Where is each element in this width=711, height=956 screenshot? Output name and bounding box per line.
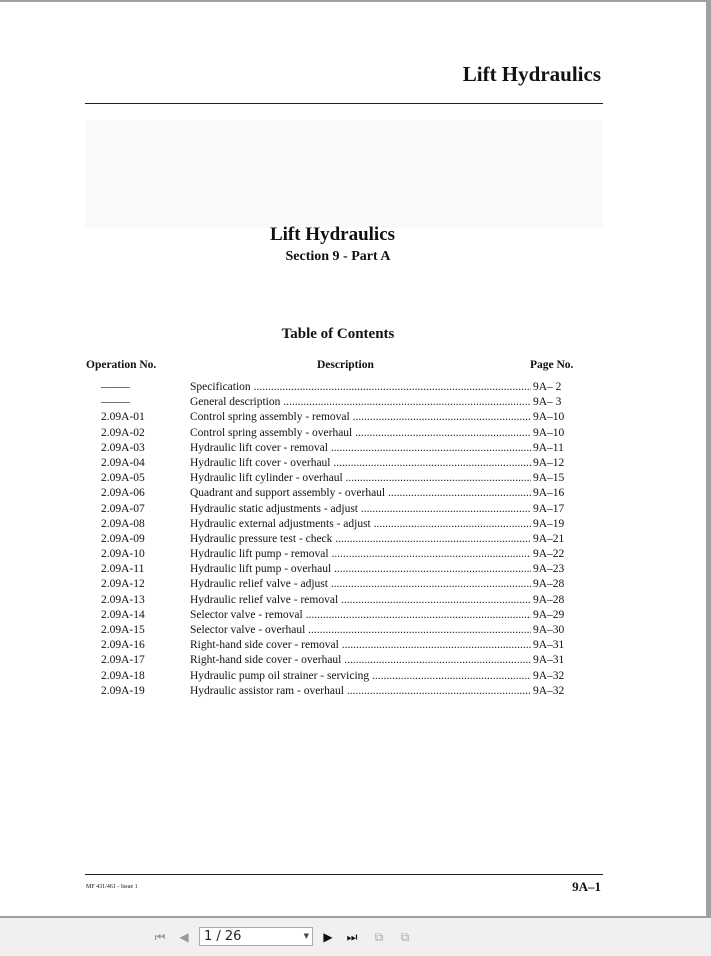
toc-rows (86, 380, 576, 699)
pdf-toolbar (0, 918, 711, 956)
toc-row[interactable] (86, 562, 576, 577)
description: Hydraulic lift cover - overhaul ..... (190, 456, 531, 471)
description: Hydraulic lift cylinder - overhaul ..... (190, 471, 531, 486)
toc-row[interactable] (86, 638, 576, 653)
page-number: 9A–15 (533, 472, 565, 485)
description: Right-hand side cover - overhaul ..... (190, 653, 531, 668)
toc-row[interactable] (86, 486, 576, 501)
toc-row[interactable] (86, 502, 576, 517)
page-number: 9A–17 (533, 502, 565, 515)
page-number: 9A–32 (533, 684, 565, 697)
toc-row[interactable] (86, 577, 576, 592)
operation-number: 2.09A-19 (101, 684, 145, 697)
col-desc: Description (317, 359, 374, 371)
operation-number: 2.09A-04 (101, 456, 145, 469)
description: Hydraulic assistor ram - overhaul ..... (190, 684, 531, 699)
description: Hydraulic static adjustments - adjust ..... (190, 502, 531, 517)
page-number: 9A–19 (533, 517, 565, 530)
toc-row[interactable] (86, 517, 576, 532)
page-number: 9A–21 (533, 532, 565, 545)
toc-row[interactable] (86, 669, 576, 684)
operation-number: 2.09A-14 (101, 608, 145, 621)
description: Hydraulic relief valve - adjust ..... (190, 577, 531, 592)
page-number: 9A– 3 (533, 396, 562, 409)
description: Hydraulic external adjustments - adjust ..... (190, 517, 531, 532)
fit-page-icon[interactable]: ⧉ (400, 930, 410, 944)
toc-row[interactable] (86, 395, 576, 410)
footer-page-number: 9A–1 (572, 879, 601, 894)
operation-number: 2.09A-05 (101, 472, 145, 485)
description: Hydraulic lift pump - overhaul ..... (190, 562, 531, 577)
page-indicator: 1 / 26 (204, 929, 242, 944)
toc-row[interactable] (86, 456, 576, 471)
description: Right-hand side cover - removal ..... (190, 638, 531, 653)
operation-number: 2.09A-08 (101, 517, 145, 530)
operation-number: 2.09A-02 (101, 426, 145, 439)
page-number: 9A– 2 (533, 381, 562, 393)
page-number: 9A–28 (533, 578, 565, 591)
description: Control spring assembly - overhaul ..... (190, 426, 531, 441)
description: Selector valve - removal ..... (190, 608, 531, 623)
page-number: 9A–29 (533, 608, 565, 621)
page-selector[interactable] (199, 927, 313, 946)
description: Control spring assembly - removal ..... (190, 410, 531, 425)
operation-number: 2.09A-10 (101, 548, 145, 561)
chevron-down-icon: ▼ (303, 932, 309, 940)
description: Hydraulic pressure test - check ..... (190, 532, 531, 547)
operation-number: 2.09A-11 (101, 563, 145, 576)
description: Hydraulic lift pump - removal ..... (190, 547, 531, 562)
page-number: 9A–31 (533, 654, 565, 667)
toc-row[interactable] (86, 532, 576, 547)
operation-number: ––––– (101, 381, 130, 393)
last-page-icon[interactable]: ⏭ (346, 930, 358, 944)
header-rule (85, 103, 603, 104)
toc-row[interactable] (86, 593, 576, 608)
toc-row[interactable] (86, 441, 576, 456)
page-number: 9A–23 (533, 563, 565, 576)
operation-number: 2.09A-12 (101, 578, 145, 591)
description: Hydraulic relief valve - removal ..... (190, 593, 531, 608)
page-number: 9A–10 (533, 411, 565, 424)
prev-page-icon[interactable]: ◀ (179, 930, 189, 944)
col-op: Operation No. (86, 359, 157, 371)
operation-number: 2.09A-09 (101, 532, 145, 545)
description: Selector valve - overhaul ..... (190, 623, 531, 638)
operation-number: 2.09A-13 (101, 593, 145, 606)
next-page-icon[interactable]: ▶ (323, 930, 333, 944)
toc-row[interactable] (86, 547, 576, 562)
operation-number: 2.09A-03 (101, 441, 145, 454)
page-number: 9A–16 (533, 487, 565, 500)
description: General description ..... (190, 395, 531, 410)
page-number: 9A–28 (533, 593, 565, 606)
description: Hydraulic lift cover - removal ..... (190, 441, 531, 456)
page-number: 9A–11 (533, 441, 564, 454)
footer-rule (85, 874, 603, 875)
page-number: 9A–30 (533, 624, 565, 636)
page-number: 9A–22 (533, 548, 565, 561)
page-number: 9A–10 (533, 426, 565, 439)
page-number: 9A–32 (533, 669, 565, 682)
document-page (0, 2, 706, 916)
operation-number: 2.09A-01 (101, 411, 145, 424)
toc-row[interactable] (86, 684, 576, 699)
toc-heading: Table of Contents (281, 326, 395, 342)
header-title: Lift Hydraulics (462, 62, 601, 86)
description: Quadrant and support assembly - overhaul ..... (190, 486, 531, 501)
rotate-icon[interactable]: ⧉ (374, 930, 384, 944)
description: Specification ..... (190, 380, 531, 395)
operation-number: ––––– (101, 396, 130, 409)
description: Hydraulic pump oil strainer - servicing ..... (190, 669, 531, 684)
col-page: Page No. (530, 359, 574, 371)
toc-row[interactable] (86, 608, 576, 623)
header-band (85, 120, 603, 228)
toc-row[interactable] (86, 653, 576, 668)
operation-number: 2.09A-07 (101, 502, 145, 515)
page-number: 9A–31 (533, 639, 565, 652)
toc-row[interactable] (86, 426, 576, 441)
toc-row[interactable] (86, 380, 576, 395)
operation-number: 2.09A-16 (101, 639, 145, 652)
section-title: Lift Hydraulics (269, 224, 396, 245)
toc-row[interactable] (86, 623, 576, 638)
toc-row[interactable] (86, 471, 576, 486)
page-number: 9A–12 (533, 456, 565, 469)
operation-number: 2.09A-18 (101, 669, 145, 682)
operation-number: 2.09A-15 (101, 624, 145, 636)
first-page-icon[interactable]: ⏮ (154, 930, 166, 944)
footer-issue: MF 431/461 - Issue 1 (86, 884, 138, 890)
toc-row[interactable] (86, 410, 576, 425)
operation-number: 2.09A-06 (101, 487, 145, 500)
operation-number: 2.09A-17 (101, 654, 145, 667)
section-subtitle: Section 9 - Part A (285, 249, 391, 264)
